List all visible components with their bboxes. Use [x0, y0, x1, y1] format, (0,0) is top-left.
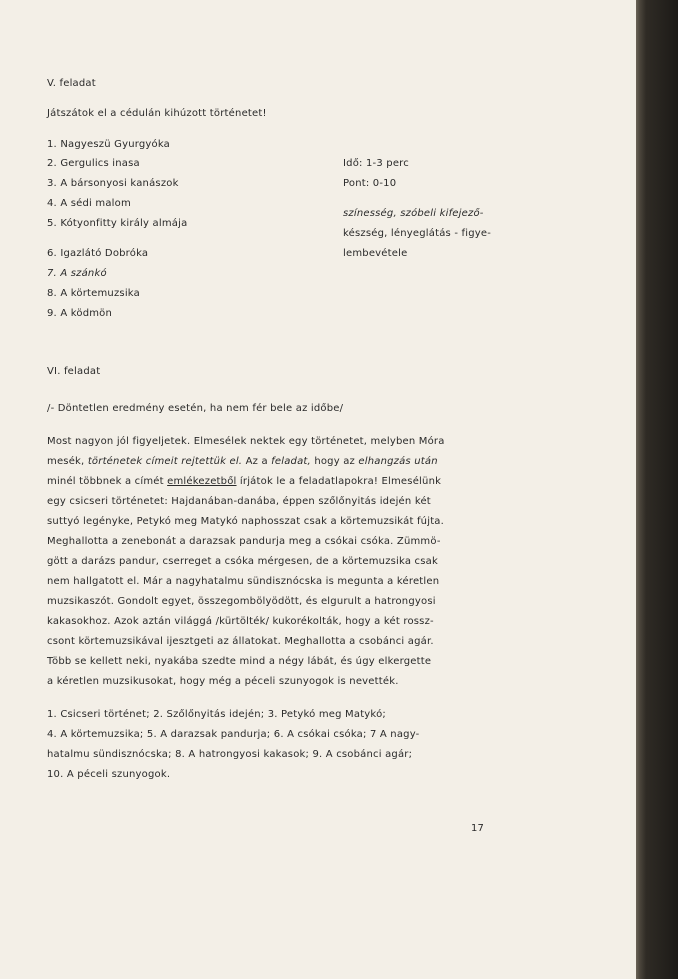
answer-line: 1. Csicseri történet; 2. Szőlőnyitás idején; 3. Petykó meg Matykó; — [47, 709, 386, 720]
story-item: 5. Kótyonfitty király almája — [47, 218, 188, 229]
story-item: 3. A bársonyosi kanászok — [47, 178, 179, 189]
story-item: 7. A szánkó — [47, 268, 107, 279]
story-item: 6. Igazlátó Dobróka — [47, 248, 149, 259]
story-line: mesék, történetek címeit rejtettük el. Az a feladat, hogy az elhangzás után — [47, 456, 438, 467]
answer-line: 10. A péceli szunyogok. — [47, 769, 171, 780]
section-5-heading: V. feladat — [47, 78, 96, 89]
criteria-line: színesség, szóbeli kifejező- — [343, 208, 484, 219]
story-item: 8. A körtemuzsika — [47, 288, 140, 299]
story-line: Meghallotta a zenebonát a darazsak pandurja meg a csókai csóka. Zümmö- — [47, 536, 441, 547]
points-range: Pont: 0-10 — [343, 178, 397, 189]
section-5-intro: Játszátok el a cédulán kihúzott történetet! — [47, 108, 267, 119]
story-item: 1. Nagyeszü Gyurgyóka — [47, 139, 170, 150]
story-line: a kéretlen muzsikusokat, hogy még a péceli szunyogok is nevették. — [47, 676, 399, 687]
story-line: gött a darázs pandur, cserreget a csóka mérgesen, de a körtemuzsika csak — [47, 556, 438, 567]
story-line: muzsikaszót. Gondolt egyet, összegombölyödött, és elgurult a hatrongyosi — [47, 596, 436, 607]
story-line: Most nagyon jól figyeljetek. Elmesélek nektek egy történetet, melyben Móra — [47, 436, 445, 447]
story-item: 9. A ködmön — [47, 308, 113, 319]
story-item: 2. Gergulics inasa — [47, 158, 140, 169]
page-number: 17 — [471, 823, 485, 834]
answer-line: 4. A körtemuzsika; 5. A darazsak pandurja; 6. A csókai csóka; 7 A nagy- — [47, 729, 420, 740]
section-6-note: /- Döntetlen eredmény esetén, ha nem fér bele az időbe/ — [47, 403, 344, 414]
answer-line: hatalmu sündisznócska; 8. A hatrongyosi kakasok; 9. A csobánci agár; — [47, 749, 413, 760]
story-line: kakasokhoz. Azok aztán világgá /kürtölték/ kukorékolták, hogy a két rossz- — [47, 616, 434, 627]
time-limit: Idő: 1-3 perc — [343, 158, 409, 169]
story-line: csont körtemuzsikával ijesztgeti az állatokat. Meghallotta a csobánci agár. — [47, 636, 434, 647]
story-item: 4. A sédi malom — [47, 198, 131, 209]
book-binding-edge — [636, 0, 678, 979]
story-line: Több se kellett neki, nyakába szedte mind a négy lábát, és úgy elkergette — [47, 656, 432, 667]
criteria-line: lembevétele — [343, 248, 408, 259]
criteria-line: készség, lényeglátás - figye- — [343, 228, 492, 239]
story-line: minél többnek a címét emlékezetből írjátok le a feladatlapokra! Elmesélünk — [47, 476, 442, 487]
section-6-heading: VI. feladat — [47, 366, 101, 377]
story-line: suttyó legényke, Petykó meg Matykó naphosszat csak a körtemuzsikát fújta. — [47, 516, 445, 527]
story-line: egy csicseri történetet: Hajdanában-danába, éppen szőlőnyitás idején két — [47, 496, 431, 507]
story-line: nem hallgatott el. Már a nagyhatalmu sündisznócska is megunta a kéretlen — [47, 576, 440, 587]
